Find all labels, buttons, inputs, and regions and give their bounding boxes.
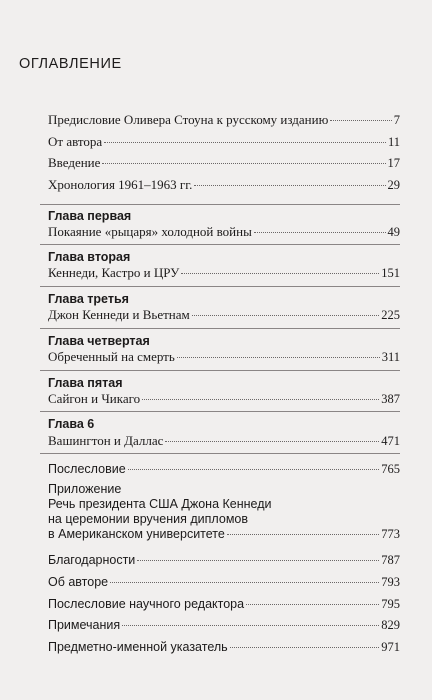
toc-entry-title: Обреченный на смерть [48, 349, 175, 364]
dot-leader [181, 273, 379, 274]
toc-entry-title: Об авторе [48, 575, 109, 589]
toc-entry-index[interactable] [48, 640, 400, 655]
toc-entry-page: 971 [381, 640, 400, 654]
dot-leader [194, 185, 385, 186]
section-divider [40, 204, 400, 205]
toc-entry-appendix[interactable] [48, 482, 400, 542]
dot-leader [104, 142, 386, 143]
toc-entry-page: 311 [381, 350, 400, 364]
dot-leader [165, 441, 379, 442]
toc-entry-title: Покаяние «рыцаря» холодной войны [48, 224, 252, 239]
dot-leader [128, 469, 380, 470]
chapter-label: Глава четвертая [48, 334, 150, 348]
toc-entry-page: 387 [381, 392, 400, 406]
toc-entry-page: 787 [381, 553, 400, 567]
toc-entry-introduction[interactable] [48, 155, 400, 171]
toc-entry-page: 795 [381, 597, 400, 611]
toc-entry-title: Джон Кеннеди и Вьетнам [48, 307, 190, 322]
dot-leader [110, 582, 379, 583]
dot-leader [227, 534, 379, 535]
chapter-label: Глава 6 [48, 417, 95, 431]
toc-entry-chapter-1[interactable] [48, 224, 400, 240]
toc-entry-page: 829 [381, 618, 400, 632]
toc-entry-title: Кеннеди, Кастро и ЦРУ [48, 265, 180, 280]
chapter-label: Глава третья [48, 292, 129, 306]
chapter-label: Глава вторая [48, 250, 131, 264]
toc-entry-chapter-2[interactable] [48, 265, 400, 281]
section-divider [40, 286, 400, 287]
appendix-subtitle-line: Речь президента США Джона Кеннеди [48, 497, 272, 511]
appendix-heading: Приложение [48, 482, 122, 496]
toc-entry-editor-afterword[interactable] [48, 597, 400, 612]
toc-entry-title: Послесловие научного редактора [48, 597, 245, 611]
toc-entry-page: 7 [393, 113, 400, 127]
section-divider [40, 453, 400, 454]
dot-leader [102, 163, 385, 164]
toc-entry-title: Хронология 1961–1963 гг. [48, 177, 193, 192]
toc-entry-chapter-6[interactable] [48, 433, 400, 449]
dot-leader [192, 315, 380, 316]
toc-entry-page: 765 [381, 462, 400, 476]
toc-entry-title: Благодарности [48, 553, 136, 567]
section-divider [40, 244, 400, 245]
section-divider [40, 370, 400, 371]
dot-leader [330, 120, 391, 121]
section-divider [40, 328, 400, 329]
toc-entry-page: 773 [381, 527, 400, 541]
toc-entry-page: 225 [381, 308, 400, 322]
toc-entry-page: 29 [387, 178, 400, 192]
toc-entry-title: Предисловие Оливера Стоуна к русскому изданию [48, 112, 329, 127]
appendix-subtitle-line: в Американском университете [48, 527, 225, 541]
chapter-label: Глава пятая [48, 376, 123, 390]
dot-leader [122, 625, 379, 626]
toc-entry-title: Предметно-именной указатель [48, 640, 228, 654]
chapter-label: Глава первая [48, 209, 132, 223]
toc-entry-page: 49 [387, 225, 400, 239]
dot-leader [230, 647, 380, 648]
toc-entry-about-author[interactable] [48, 575, 400, 590]
dot-leader [246, 604, 379, 605]
toc-entry-title: Введение [48, 155, 101, 170]
toc-entry-title: Вашингтон и Даллас [48, 433, 164, 448]
toc-entry-from-author[interactable] [48, 134, 400, 150]
toc-entry-page: 793 [381, 575, 400, 589]
toc-entry-title: Сайгон и Чикаго [48, 391, 141, 406]
appendix-subtitle-line: на церемонии вручения дипломов [48, 512, 248, 526]
dot-leader [254, 232, 386, 233]
dot-leader [177, 357, 380, 358]
page-title: ОГЛАВЛЕНИЕ [19, 56, 122, 72]
toc-entry-title: Послесловие [48, 462, 126, 476]
toc-entry-chronology[interactable] [48, 177, 400, 193]
dot-leader [142, 399, 379, 400]
toc-entry-acknowledgements[interactable] [48, 553, 400, 568]
toc-entry-page: 17 [387, 156, 400, 170]
toc-entry-page: 471 [381, 434, 400, 448]
toc-entry-title: От автора [48, 134, 103, 149]
toc-entry-afterword[interactable] [48, 462, 400, 477]
toc-entry-preface[interactable] [48, 112, 400, 128]
toc-entry-chapter-3[interactable] [48, 307, 400, 323]
appendix-last-line [48, 527, 400, 542]
section-divider [40, 411, 400, 412]
toc-entry-chapter-4[interactable] [48, 349, 400, 365]
toc-entry-page: 11 [387, 135, 400, 149]
toc-entry-title: Примечания [48, 618, 121, 632]
toc-entry-notes[interactable] [48, 618, 400, 633]
toc-entry-chapter-5[interactable] [48, 391, 400, 407]
toc-entry-page: 151 [381, 266, 400, 280]
dot-leader [137, 560, 379, 561]
